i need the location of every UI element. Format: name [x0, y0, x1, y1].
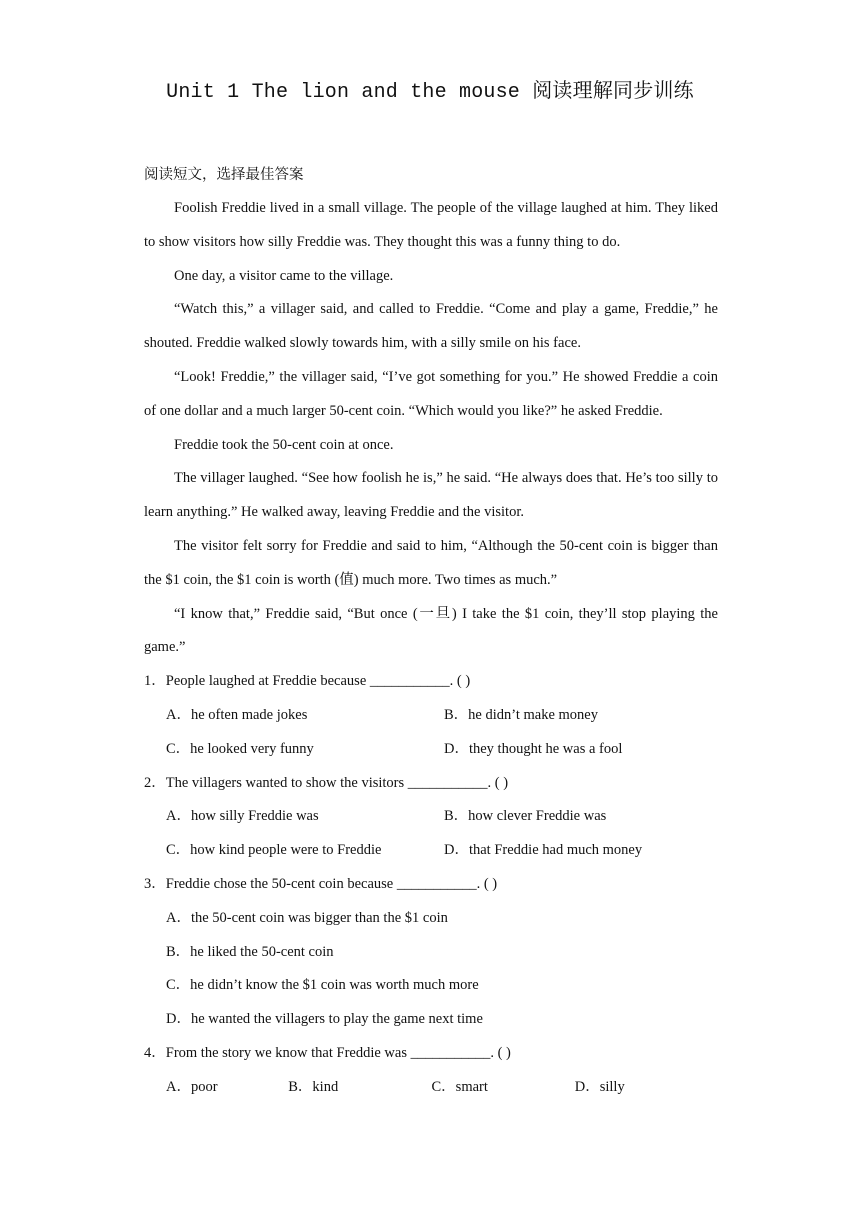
passage-paragraph: Foolish Freddie lived in a small village. The people of the village laughed at him. They liked to show visitors how silly Freddie was. They thought this was a funny thing to do. — [144, 200, 718, 250]
option-c: C．smart — [431, 1078, 488, 1095]
passage-paragraph: One day, a visitor came to the village. — [174, 267, 394, 284]
option-a: A．poor — [166, 1078, 218, 1095]
option-c: C．how kind people were to Freddie — [166, 842, 382, 859]
options-row — [144, 834, 718, 868]
passage-paragraph: Freddie took the 50-cent coin at once. — [174, 436, 394, 453]
options-row — [144, 699, 718, 733]
option-c: C．he looked very funny — [166, 740, 314, 757]
passage-paragraph: The visitor felt sorry for Freddie and said to him, “Although the 50-cent coin is bigger than the $1 coin, the $1 coin is worth (值) much more. Two times as much.” — [144, 537, 718, 588]
option-b: B．he didn’t make money — [444, 706, 598, 723]
options-row — [144, 1071, 718, 1105]
option-b: B．how clever Freddie was — [444, 808, 607, 825]
option-d: D．that Freddie had much money — [444, 842, 643, 859]
document-title: Unit 1 The lion and the mouse 阅读理解同步训练 — [166, 81, 694, 104]
option-c: C．he didn’t know the $1 coin was worth much more — [166, 977, 479, 994]
question-4 — [144, 1037, 718, 1105]
question-stem: 2．The villagers wanted to show the visitors ___________. ( ) — [144, 774, 509, 791]
passage-paragraph: “Watch this,” a villager said, and called to Freddie. “Come and play a game, Freddie,” he shouted. Freddie walked slowly towards him, with a silly smile on his face. — [144, 301, 718, 352]
option-b: B．kind — [288, 1078, 339, 1095]
question-stem: 1．People laughed at Freddie because ___________. ( ) — [144, 673, 471, 690]
passage-paragraph: The villager laughed. “See how foolish he is,” he said. “He always does that. He’s too silly to learn anything.” He walked away, leaving Freddie and the visitor. — [144, 470, 718, 521]
option-d: D．he wanted the villagers to play the game next time — [166, 1011, 483, 1028]
question-2 — [144, 767, 718, 868]
option-a: A．how silly Freddie was — [166, 808, 319, 825]
reading-passage — [144, 192, 718, 665]
option-d: D．silly — [574, 1078, 625, 1095]
passage-paragraph: “Look! Freddie,” the villager said, “I’ve got something for you.” He showed Freddie a coin of one dollar and a much larger 50-cent coin. “Which would you like?” he asked Freddie. — [144, 368, 718, 419]
passage-paragraph: “I know that,” Freddie said, “But once (一旦) I take the $1 coin, they’ll stop playing the game.” — [144, 605, 718, 656]
question-stem: 3．Freddie chose the 50-cent coin because ___________. ( ) — [144, 875, 498, 892]
option-a: A．the 50-cent coin was bigger than the $1 coin — [166, 909, 448, 926]
options-row — [144, 733, 718, 767]
instruction: 阅读短文，选择最佳答案 — [144, 167, 304, 183]
option-b: B．he liked the 50-cent coin — [166, 943, 334, 960]
document-body — [144, 158, 718, 1105]
option-a: A．he often made jokes — [166, 706, 308, 723]
question-1 — [144, 665, 718, 766]
option-d: D．they thought he was a fool — [444, 740, 623, 757]
question-3 — [144, 868, 718, 1037]
question-stem: 4．From the story we know that Freddie was ___________. ( ) — [144, 1044, 511, 1061]
options-row — [144, 800, 718, 834]
